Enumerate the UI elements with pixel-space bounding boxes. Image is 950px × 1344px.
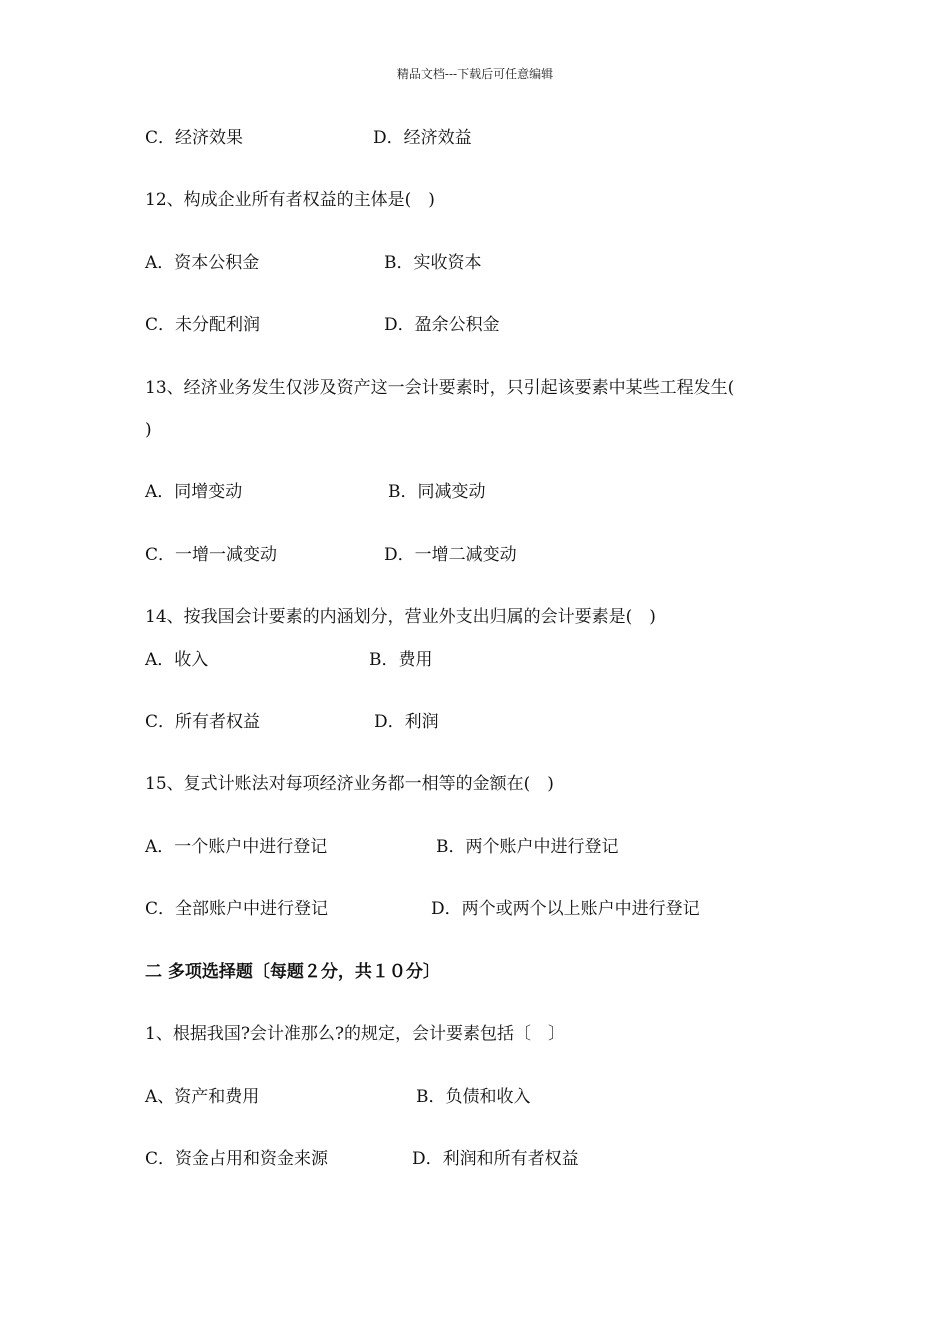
- q11-option-c: C．经济效果: [145, 128, 244, 148]
- q14-option-a: A．收入: [145, 650, 209, 670]
- q14-stem: 14、按我国会计要素的内涵划分，营业外支出归属的会计要素是( ): [145, 607, 656, 627]
- m1-option-a: A、资产和费用: [145, 1087, 260, 1107]
- q12-stem: 12、构成企业所有者权益的主体是( ): [145, 190, 435, 210]
- q13-option-d: D．一增二减变动: [384, 545, 517, 565]
- page-header: 精品文档---下载后可任意编辑: [396, 67, 554, 81]
- q14-option-d: D．利润: [374, 712, 439, 732]
- q12-option-d: D．盈余公积金: [384, 315, 500, 335]
- m1-stem: 1、根据我国?会计准那么?的规定，会计要素包括〔 〕: [145, 1024, 566, 1044]
- q15-stem: 15、复式计账法对每项经济业务都一相等的金额在( ): [145, 774, 554, 794]
- q12-option-a: A．资本公积金: [145, 253, 260, 273]
- q11-option-d: D．经济效益: [373, 128, 472, 148]
- q15-option-d: D．两个或两个以上账户中进行登记: [431, 899, 700, 919]
- m1-option-c: C．资金占用和资金来源: [145, 1149, 329, 1169]
- q15-option-b: B．两个账户中进行登记: [436, 837, 619, 857]
- m1-option-b: B．负债和收入: [416, 1087, 531, 1107]
- q14-option-b: B．费用: [369, 650, 433, 670]
- q15-option-a: A．一个账户中进行登记: [145, 837, 328, 857]
- q12-option-c: C．未分配利润: [145, 315, 261, 335]
- m1-option-d: D．利润和所有者权益: [412, 1149, 579, 1169]
- q13-stem-continued: ): [145, 420, 152, 440]
- q14-option-c: C．所有者权益: [145, 712, 261, 732]
- q13-stem: 13、经济业务发生仅涉及资产这一会计要素时，只引起该要素中某些工程发生(: [145, 378, 735, 398]
- q13-option-c: C．一增一减变动: [145, 545, 278, 565]
- q12-option-b: B．实收资本: [384, 253, 482, 273]
- q13-option-b: B．同减变动: [388, 482, 486, 502]
- q13-option-a: A．同增变动: [145, 482, 243, 502]
- q15-option-c: C．全部账户中进行登记: [145, 899, 329, 919]
- section-2-title: 二 多项选择题〔每题２分，共１０分〕: [145, 962, 440, 982]
